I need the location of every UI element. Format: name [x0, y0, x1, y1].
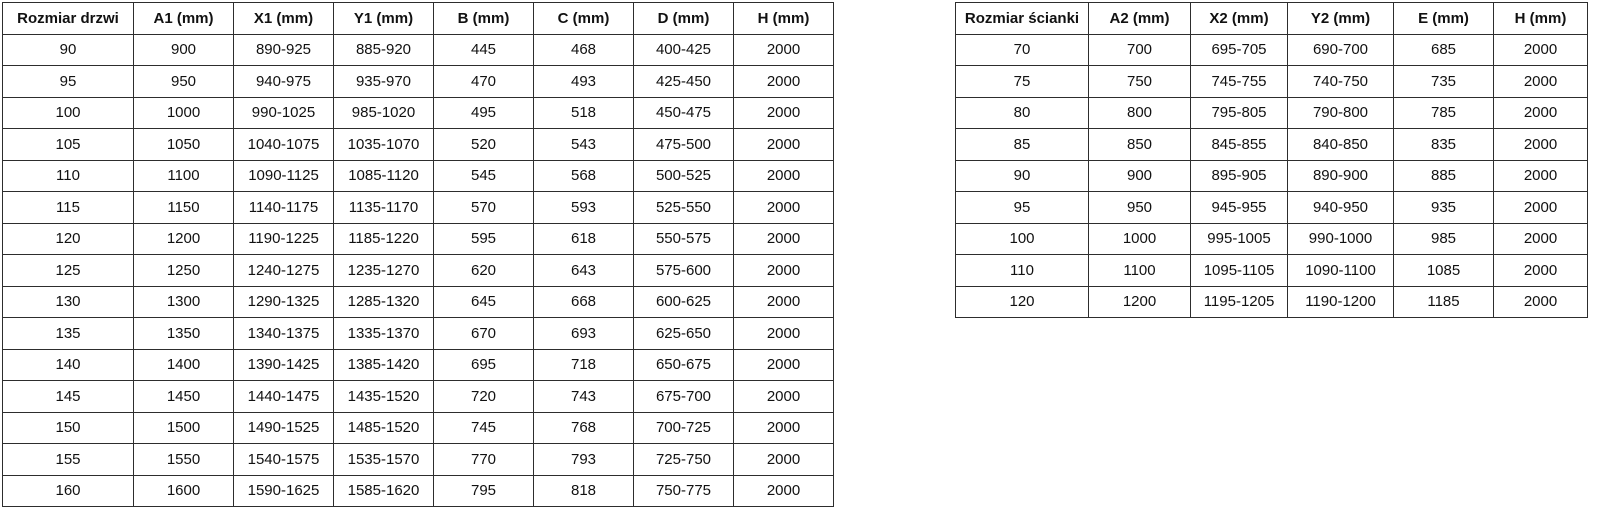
table-row [956, 286, 1588, 318]
table-cell: 2000 [1494, 97, 1588, 129]
table-cell: 693 [534, 318, 634, 350]
table-row [3, 444, 834, 476]
table-cell: 1035-1070 [334, 129, 434, 161]
column-header: C (mm) [534, 3, 634, 35]
column-header: A2 (mm) [1089, 3, 1191, 35]
column-header: Y2 (mm) [1288, 3, 1394, 35]
table-cell: 885 [1394, 160, 1494, 192]
table-cell: 1540-1575 [234, 444, 334, 476]
table-cell: 643 [534, 255, 634, 287]
table-cell: 700-725 [634, 412, 734, 444]
table-cell: 1085-1120 [334, 160, 434, 192]
table-cell: 625-650 [634, 318, 734, 350]
table-cell: 940-950 [1288, 192, 1394, 224]
table-cell: 2000 [734, 381, 834, 413]
table-cell: 70 [956, 34, 1089, 66]
table-cell: 895-905 [1191, 160, 1288, 192]
table-cell: 835 [1394, 129, 1494, 161]
table-row [956, 66, 1588, 98]
table-cell: 135 [3, 318, 134, 350]
table-cell: 645 [434, 286, 534, 318]
table-cell: 718 [534, 349, 634, 381]
table-cell: 445 [434, 34, 534, 66]
table-cell: 793 [534, 444, 634, 476]
column-header: D (mm) [634, 3, 734, 35]
table-cell: 140 [3, 349, 134, 381]
table-cell: 1100 [1089, 255, 1191, 287]
table-cell: 1235-1270 [334, 255, 434, 287]
table-row [956, 129, 1588, 161]
table-cell: 2000 [1494, 66, 1588, 98]
table-cell: 2000 [734, 286, 834, 318]
table-cell: 2000 [1494, 255, 1588, 287]
table-cell: 690-700 [1288, 34, 1394, 66]
table-row [3, 318, 834, 350]
table-cell: 890-900 [1288, 160, 1394, 192]
table-cell: 700 [1089, 34, 1191, 66]
table-cell: 1490-1525 [234, 412, 334, 444]
table-row [3, 97, 834, 129]
table-cell: 1285-1320 [334, 286, 434, 318]
table-row [956, 97, 1588, 129]
column-header: B (mm) [434, 3, 534, 35]
table-cell: 935 [1394, 192, 1494, 224]
table-cell: 1040-1075 [234, 129, 334, 161]
table-cell: 1435-1520 [334, 381, 434, 413]
table-cell: 545 [434, 160, 534, 192]
table-cell: 90 [956, 160, 1089, 192]
table-cell: 725-750 [634, 444, 734, 476]
table-cell: 735 [1394, 66, 1494, 98]
table-cell: 2000 [734, 66, 834, 98]
table-cell: 768 [534, 412, 634, 444]
table-cell: 2000 [1494, 34, 1588, 66]
table-row [956, 160, 1588, 192]
table-cell: 995-1005 [1191, 223, 1288, 255]
table-cell: 1600 [134, 475, 234, 507]
table-cell: 2000 [734, 349, 834, 381]
table-cell: 1535-1570 [334, 444, 434, 476]
table-cell: 110 [3, 160, 134, 192]
table-cell: 750-775 [634, 475, 734, 507]
table-cell: 985-1020 [334, 97, 434, 129]
table-cell: 2000 [1494, 129, 1588, 161]
table-cell: 1200 [1089, 286, 1191, 318]
table-row [3, 381, 834, 413]
table-cell: 493 [534, 66, 634, 98]
table-cell: 155 [3, 444, 134, 476]
table-cell: 1550 [134, 444, 234, 476]
table-cell: 745-755 [1191, 66, 1288, 98]
table-cell: 1590-1625 [234, 475, 334, 507]
table-cell: 1140-1175 [234, 192, 334, 224]
table-cell: 85 [956, 129, 1089, 161]
table-cell: 950 [134, 66, 234, 98]
table-cell: 800 [1089, 97, 1191, 129]
table-cell: 940-975 [234, 66, 334, 98]
table-cell: 400-425 [634, 34, 734, 66]
table-cell: 2000 [734, 129, 834, 161]
table-cell: 2000 [734, 192, 834, 224]
table-cell: 90 [3, 34, 134, 66]
table-cell: 520 [434, 129, 534, 161]
table-cell: 495 [434, 97, 534, 129]
table-row [956, 192, 1588, 224]
table-cell: 1100 [134, 160, 234, 192]
table-row [3, 475, 834, 507]
table-cell: 1440-1475 [234, 381, 334, 413]
column-header: H (mm) [1494, 3, 1588, 35]
table-cell: 2000 [734, 34, 834, 66]
table-cell: 695 [434, 349, 534, 381]
table-cell: 1250 [134, 255, 234, 287]
table-cell: 950 [1089, 192, 1191, 224]
table-cell: 745 [434, 412, 534, 444]
table-cell: 2000 [1494, 286, 1588, 318]
table-cell: 525-550 [634, 192, 734, 224]
table-cell: 818 [534, 475, 634, 507]
table-cell: 1385-1420 [334, 349, 434, 381]
door-table-header-row [3, 3, 834, 35]
table-cell: 743 [534, 381, 634, 413]
column-header: X1 (mm) [234, 3, 334, 35]
table-cell: 120 [3, 223, 134, 255]
table-cell: 1090-1125 [234, 160, 334, 192]
table-cell: 595 [434, 223, 534, 255]
table-cell: 785 [1394, 97, 1494, 129]
table-cell: 130 [3, 286, 134, 318]
table-row [956, 255, 1588, 287]
table-cell: 2000 [1494, 160, 1588, 192]
table-cell: 845-855 [1191, 129, 1288, 161]
table-cell: 900 [134, 34, 234, 66]
table-cell: 543 [534, 129, 634, 161]
table-cell: 2000 [1494, 192, 1588, 224]
table-row [3, 34, 834, 66]
table-cell: 2000 [734, 444, 834, 476]
table-cell: 618 [534, 223, 634, 255]
table-cell: 1195-1205 [1191, 286, 1288, 318]
table-cell: 550-575 [634, 223, 734, 255]
table-row [956, 34, 1588, 66]
table-cell: 650-675 [634, 349, 734, 381]
table-cell: 425-450 [634, 66, 734, 98]
column-header: X2 (mm) [1191, 3, 1288, 35]
table-cell: 935-970 [334, 66, 434, 98]
table-cell: 850 [1089, 129, 1191, 161]
table-cell: 1485-1520 [334, 412, 434, 444]
table-cell: 675-700 [634, 381, 734, 413]
column-header: Rozmiar ścianki [956, 3, 1089, 35]
table-cell: 2000 [734, 97, 834, 129]
table-cell: 795-805 [1191, 97, 1288, 129]
table-cell: 2000 [734, 223, 834, 255]
table-row [3, 160, 834, 192]
table-cell: 795 [434, 475, 534, 507]
wall-table-header-row [956, 3, 1588, 35]
table-cell: 1300 [134, 286, 234, 318]
table-cell: 470 [434, 66, 534, 98]
table-cell: 1190-1225 [234, 223, 334, 255]
table-row [3, 255, 834, 287]
table-row [3, 223, 834, 255]
table-cell: 593 [534, 192, 634, 224]
table-cell: 518 [534, 97, 634, 129]
table-cell: 115 [3, 192, 134, 224]
table-cell: 1095-1105 [1191, 255, 1288, 287]
column-header: Y1 (mm) [334, 3, 434, 35]
table-cell: 125 [3, 255, 134, 287]
table-cell: 95 [956, 192, 1089, 224]
table-row [3, 412, 834, 444]
table-cell: 1335-1370 [334, 318, 434, 350]
table-cell: 2000 [1494, 223, 1588, 255]
table-cell: 890-925 [234, 34, 334, 66]
table-row [3, 286, 834, 318]
table-cell: 740-750 [1288, 66, 1394, 98]
table-cell: 105 [3, 129, 134, 161]
table-cell: 2000 [734, 255, 834, 287]
table-cell: 2000 [734, 160, 834, 192]
table-cell: 120 [956, 286, 1089, 318]
table-row [3, 192, 834, 224]
table-cell: 100 [3, 97, 134, 129]
table-cell: 1135-1170 [334, 192, 434, 224]
table-cell: 475-500 [634, 129, 734, 161]
table-cell: 2000 [734, 475, 834, 507]
table-cell: 1185-1220 [334, 223, 434, 255]
wall-sizes-table [955, 2, 1588, 318]
door-sizes-table [2, 2, 834, 507]
table-cell: 1050 [134, 129, 234, 161]
table-cell: 150 [3, 412, 134, 444]
table-cell: 945-955 [1191, 192, 1288, 224]
table-cell: 100 [956, 223, 1089, 255]
table-cell: 695-705 [1191, 34, 1288, 66]
table-cell: 1400 [134, 349, 234, 381]
table-cell: 1150 [134, 192, 234, 224]
table-cell: 790-800 [1288, 97, 1394, 129]
table-cell: 990-1000 [1288, 223, 1394, 255]
table-cell: 2000 [734, 318, 834, 350]
table-row [3, 349, 834, 381]
column-header: H (mm) [734, 3, 834, 35]
table-cell: 570 [434, 192, 534, 224]
table-cell: 1190-1200 [1288, 286, 1394, 318]
table-cell: 1390-1425 [234, 349, 334, 381]
table-cell: 75 [956, 66, 1089, 98]
column-header: A1 (mm) [134, 3, 234, 35]
table-cell: 900 [1089, 160, 1191, 192]
table-cell: 1290-1325 [234, 286, 334, 318]
table-row [3, 66, 834, 98]
table-cell: 750 [1089, 66, 1191, 98]
table-cell: 575-600 [634, 255, 734, 287]
column-header: E (mm) [1394, 3, 1494, 35]
table-cell: 1500 [134, 412, 234, 444]
table-cell: 1340-1375 [234, 318, 334, 350]
table-cell: 670 [434, 318, 534, 350]
table-cell: 160 [3, 475, 134, 507]
table-cell: 1185 [1394, 286, 1494, 318]
table-cell: 110 [956, 255, 1089, 287]
table-cell: 985 [1394, 223, 1494, 255]
table-cell: 1200 [134, 223, 234, 255]
table-cell: 1585-1620 [334, 475, 434, 507]
table-cell: 600-625 [634, 286, 734, 318]
table-cell: 1090-1100 [1288, 255, 1394, 287]
table-cell: 840-850 [1288, 129, 1394, 161]
table-cell: 685 [1394, 34, 1494, 66]
table-cell: 1000 [134, 97, 234, 129]
table-cell: 80 [956, 97, 1089, 129]
table-cell: 450-475 [634, 97, 734, 129]
table-cell: 500-525 [634, 160, 734, 192]
table-cell: 668 [534, 286, 634, 318]
table-cell: 1000 [1089, 223, 1191, 255]
table-cell: 145 [3, 381, 134, 413]
table-cell: 2000 [734, 412, 834, 444]
table-cell: 468 [534, 34, 634, 66]
table-cell: 990-1025 [234, 97, 334, 129]
table-cell: 620 [434, 255, 534, 287]
table-cell: 1450 [134, 381, 234, 413]
table-cell: 1350 [134, 318, 234, 350]
table-cell: 95 [3, 66, 134, 98]
table-cell: 720 [434, 381, 534, 413]
table-cell: 1240-1275 [234, 255, 334, 287]
table-row [3, 129, 834, 161]
table-row [956, 223, 1588, 255]
table-cell: 770 [434, 444, 534, 476]
table-cell: 1085 [1394, 255, 1494, 287]
column-header: Rozmiar drzwi [3, 3, 134, 35]
table-cell: 568 [534, 160, 634, 192]
table-cell: 885-920 [334, 34, 434, 66]
